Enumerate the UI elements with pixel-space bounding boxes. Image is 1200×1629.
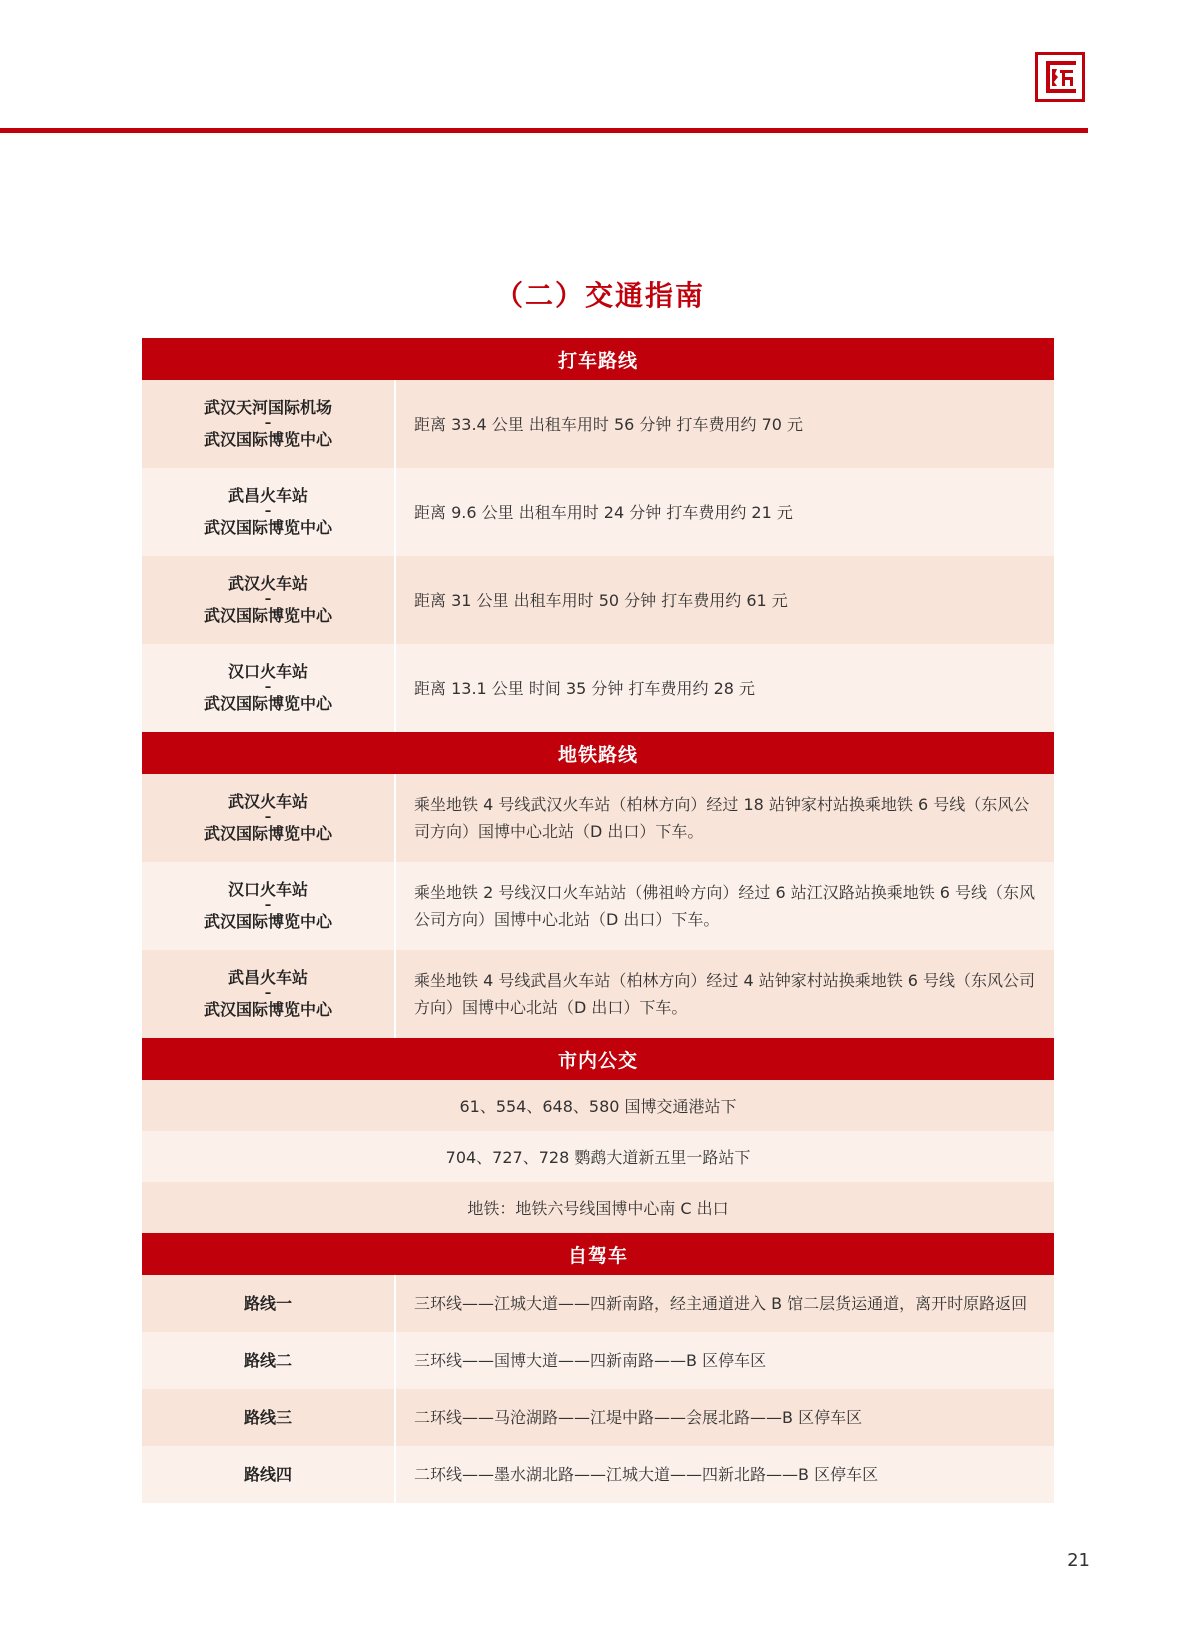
route-description: 三环线——江城大道——四新南路，经主通道进入 B 馆二层货运通道，离开时原路返回 [414,1294,1028,1313]
route-cell [142,950,396,1038]
route-description: 三环线——国博大道——四新南路——B 区停车区 [414,1351,767,1370]
route-origin: 武昌火车站 [227,968,308,987]
route-separator: – [264,680,272,695]
bus-route: 61、554、648、580 国博交通港站下 [459,1097,737,1116]
route-description: 乘坐地铁 2 号线汉口火车站站（佛祖岭方向）经过 6 站江汉路站换乘地铁 6 号线（东风公司方向）国博中心北站（D 出口）下车。 [414,883,1036,929]
bus-heading: 市内公交 [142,1038,1054,1080]
drive-route-name: 路线一 [142,1275,396,1332]
table-row [142,950,1054,1038]
route-separator: – [264,898,272,913]
route-description: 距离 13.1 公里 时间 35 分钟 打车费用约 28 元 [414,678,756,698]
table-row [142,1275,1054,1332]
bus-route: 704、727、728 鹦鹉大道新五里一路站下 [445,1148,751,1167]
page-number: 21 [1067,1550,1090,1571]
route-description: 乘坐地铁 4 号线武昌火车站（柏林方向）经过 4 站钟家村站换乘地铁 6 号线（东风公司方向）国博中心北站（D 出口）下车。 [414,971,1036,1017]
logo-icon [1035,52,1085,102]
route-separator: – [264,504,272,519]
route-cell [142,644,396,732]
table-row [142,1332,1054,1389]
route-description: 二环线——墨水湖北路——江城大道——四新北路——B 区停车区 [414,1465,879,1484]
route-destination: 武汉国际博览中心 [203,430,332,449]
drive-route-name: 路线二 [142,1332,396,1389]
route-destination: 武汉国际博览中心 [203,1000,332,1019]
table-row [142,468,1054,556]
taxi-heading: 打车路线 [142,338,1054,380]
route-destination: 武汉国际博览中心 [203,824,332,843]
logo-mark [1038,55,1082,99]
route-cell [142,468,396,556]
route-origin: 汉口火车站 [227,880,308,899]
route-destination: 武汉国际博览中心 [203,606,332,625]
route-origin: 武汉火车站 [227,792,308,811]
table-row [142,774,1054,862]
route-destination: 武汉国际博览中心 [203,912,332,931]
table-row [142,1080,1054,1131]
route-separator: – [264,416,272,431]
route-separator: – [264,810,272,825]
traffic-guide-table [142,338,1054,1503]
route-destination: 武汉国际博览中心 [203,694,332,713]
route-origin: 武昌火车站 [227,486,308,505]
drive-heading: 自驾车 [142,1233,1054,1275]
drive-route-name: 路线三 [142,1389,396,1446]
route-description: 乘坐地铁 4 号线武汉火车站（柏林方向）经过 18 站钟家村站换乘地铁 6 号线（东风公司方向）国博中心北站（D 出口）下车。 [414,795,1030,841]
header-rule [0,128,1088,133]
route-description: 距离 33.4 公里 出租车用时 56 分钟 打车费用约 70 元 [414,414,804,434]
table-row [142,1389,1054,1446]
table-row [142,644,1054,732]
table-row [142,1182,1054,1233]
route-destination: 武汉国际博览中心 [203,518,332,537]
bus-route: 地铁：地铁六号线国博中心南 C 出口 [467,1199,729,1218]
route-origin: 汉口火车站 [227,662,308,681]
table-row [142,380,1054,468]
route-separator: – [264,986,272,1001]
table-row [142,556,1054,644]
route-cell [142,556,396,644]
route-origin: 武汉天河国际机场 [203,398,332,417]
drive-route-name: 路线四 [142,1446,396,1503]
route-description: 二环线——马沧湖路——江堤中路——会展北路——B 区停车区 [414,1408,863,1427]
route-origin: 武汉火车站 [227,574,308,593]
route-description: 距离 31 公里 出租车用时 50 分钟 打车费用约 61 元 [414,590,788,610]
route-cell [142,380,396,468]
table-row [142,862,1054,950]
route-separator: – [264,592,272,607]
table-row [142,1131,1054,1182]
route-cell [142,774,396,862]
route-description: 距离 9.6 公里 出租车用时 24 分钟 打车费用约 21 元 [414,502,793,522]
table-row [142,1446,1054,1503]
route-cell [142,862,396,950]
section-title: （二）交通指南 [494,279,705,312]
metro-heading: 地铁路线 [142,732,1054,774]
